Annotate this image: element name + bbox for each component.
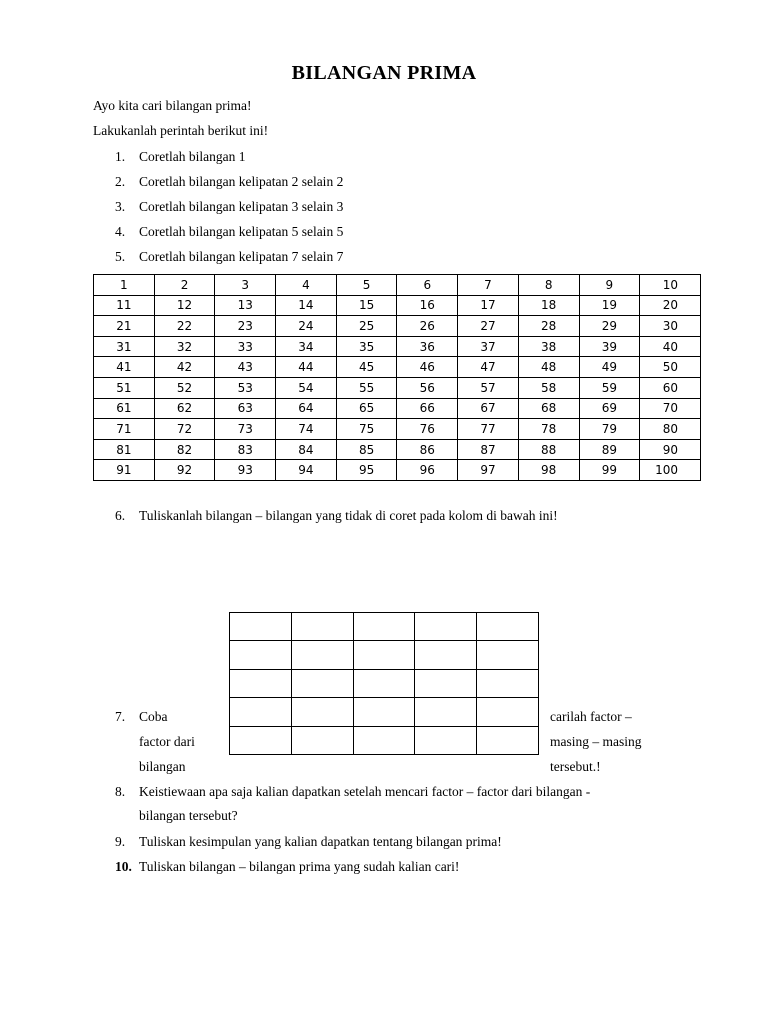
step-10-text: Tuliskan bilangan – bilangan prima yang sudah kalian cari! <box>139 859 460 874</box>
grid-cell: 27 <box>458 316 519 337</box>
grid-cell: 23 <box>215 316 276 337</box>
grid-cell: 60 <box>640 377 701 398</box>
grid-cell: 77 <box>458 419 519 440</box>
grid-cell: 69 <box>579 398 640 419</box>
grid-row <box>94 295 701 316</box>
grid-cell: 48 <box>518 357 579 378</box>
grid-cell: 1 <box>94 275 155 296</box>
grid-row <box>94 357 701 378</box>
grid-cell: 83 <box>215 439 276 460</box>
grid-cell: 31 <box>94 336 155 357</box>
grid-cell: 86 <box>397 439 458 460</box>
grid-cell: 47 <box>458 357 519 378</box>
grid-cell: 64 <box>276 398 337 419</box>
grid-cell: 12 <box>154 295 215 316</box>
step-5-number: 5. <box>115 249 126 264</box>
grid-cell: 53 <box>215 377 276 398</box>
answer-cell[interactable] <box>291 613 353 641</box>
grid-cell: 35 <box>336 336 397 357</box>
answer-row <box>230 698 539 726</box>
grid-cell: 81 <box>94 439 155 460</box>
grid-row <box>94 439 701 460</box>
step-2-text: Coretlah bilangan kelipatan 2 selain 2 <box>139 174 344 189</box>
answer-cell[interactable] <box>415 698 477 726</box>
grid-cell: 88 <box>518 439 579 460</box>
answer-grid-table <box>229 612 539 755</box>
answer-cell[interactable] <box>353 641 415 669</box>
grid-cell: 51 <box>94 377 155 398</box>
grid-cell: 49 <box>579 357 640 378</box>
grid-cell: 29 <box>579 316 640 337</box>
grid-cell: 16 <box>397 295 458 316</box>
grid-cell: 75 <box>336 419 397 440</box>
answer-cell[interactable] <box>477 698 539 726</box>
step-7-number: 7. <box>115 709 126 724</box>
step-4-number: 4. <box>115 224 126 239</box>
grid-cell: 15 <box>336 295 397 316</box>
grid-cell: 91 <box>94 460 155 481</box>
grid-row <box>94 460 701 481</box>
step-7-left-1: Coba <box>139 709 168 724</box>
step-4-text: Coretlah bilangan kelipatan 5 selain 5 <box>139 224 344 239</box>
grid-cell: 100 <box>640 460 701 481</box>
grid-cell: 11 <box>94 295 155 316</box>
grid-cell: 93 <box>215 460 276 481</box>
grid-cell: 61 <box>94 398 155 419</box>
grid-cell: 65 <box>336 398 397 419</box>
grid-cell: 85 <box>336 439 397 460</box>
step-1-number: 1. <box>115 149 126 164</box>
grid-cell: 39 <box>579 336 640 357</box>
grid-cell: 99 <box>579 460 640 481</box>
grid-cell: 3 <box>215 275 276 296</box>
answer-cell[interactable] <box>230 613 292 641</box>
grid-cell: 9 <box>579 275 640 296</box>
grid-cell: 45 <box>336 357 397 378</box>
grid-cell: 40 <box>640 336 701 357</box>
grid-cell: 50 <box>640 357 701 378</box>
grid-cell: 41 <box>94 357 155 378</box>
grid-cell: 20 <box>640 295 701 316</box>
grid-cell: 8 <box>518 275 579 296</box>
answer-cell[interactable] <box>415 641 477 669</box>
grid-cell: 70 <box>640 398 701 419</box>
grid-cell: 95 <box>336 460 397 481</box>
step-7-right-1: carilah factor – <box>550 709 632 724</box>
step-7-left-3: bilangan <box>139 759 186 774</box>
grid-cell: 57 <box>458 377 519 398</box>
step-8-text-2: bilangan tersebut? <box>139 808 238 823</box>
grid-cell: 34 <box>276 336 337 357</box>
step-6-text: Tuliskanlah bilangan – bilangan yang tidak di coret pada kolom di bawah ini! <box>139 508 558 523</box>
answer-row <box>230 613 539 641</box>
answer-cell[interactable] <box>230 726 292 754</box>
grid-cell: 52 <box>154 377 215 398</box>
grid-cell: 2 <box>154 275 215 296</box>
grid-cell: 80 <box>640 419 701 440</box>
grid-cell: 59 <box>579 377 640 398</box>
grid-cell: 67 <box>458 398 519 419</box>
answer-row <box>230 669 539 697</box>
grid-row <box>94 275 701 296</box>
answer-cell[interactable] <box>230 669 292 697</box>
grid-cell: 33 <box>215 336 276 357</box>
answer-cell[interactable] <box>353 669 415 697</box>
grid-row <box>94 316 701 337</box>
grid-cell: 98 <box>518 460 579 481</box>
grid-cell: 36 <box>397 336 458 357</box>
answer-cell[interactable] <box>415 726 477 754</box>
grid-cell: 82 <box>154 439 215 460</box>
grid-cell: 76 <box>397 419 458 440</box>
grid-cell: 28 <box>518 316 579 337</box>
grid-cell: 46 <box>397 357 458 378</box>
answer-cell[interactable] <box>477 669 539 697</box>
grid-cell: 22 <box>154 316 215 337</box>
grid-cell: 63 <box>215 398 276 419</box>
grid-cell: 13 <box>215 295 276 316</box>
answer-row <box>230 726 539 754</box>
grid-cell: 37 <box>458 336 519 357</box>
step-5-text: Coretlah bilangan kelipatan 7 selain 7 <box>139 249 344 264</box>
step-10-number: 10. <box>115 859 132 874</box>
grid-cell: 17 <box>458 295 519 316</box>
step-2-number: 2. <box>115 174 126 189</box>
step-7-right-2: masing – masing <box>550 734 642 749</box>
grid-cell: 32 <box>154 336 215 357</box>
answer-cell[interactable] <box>230 641 292 669</box>
grid-cell: 4 <box>276 275 337 296</box>
grid-cell: 24 <box>276 316 337 337</box>
grid-cell: 66 <box>397 398 458 419</box>
grid-cell: 6 <box>397 275 458 296</box>
step-7-left-2: factor dari <box>139 734 195 749</box>
grid-cell: 26 <box>397 316 458 337</box>
grid-cell: 30 <box>640 316 701 337</box>
grid-cell: 5 <box>336 275 397 296</box>
grid-cell: 19 <box>579 295 640 316</box>
answer-cell[interactable] <box>291 641 353 669</box>
grid-cell: 68 <box>518 398 579 419</box>
step-9-number: 9. <box>115 834 126 849</box>
grid-cell: 38 <box>518 336 579 357</box>
grid-cell: 14 <box>276 295 337 316</box>
step-3-text: Coretlah bilangan kelipatan 3 selain 3 <box>139 199 344 214</box>
answer-cell[interactable] <box>477 613 539 641</box>
grid-cell: 54 <box>276 377 337 398</box>
grid-cell: 97 <box>458 460 519 481</box>
answer-cell[interactable] <box>353 726 415 754</box>
step-3-number: 3. <box>115 199 126 214</box>
grid-cell: 71 <box>94 419 155 440</box>
step-8-number: 8. <box>115 784 126 799</box>
grid-cell: 78 <box>518 419 579 440</box>
grid-row <box>94 336 701 357</box>
intro-line-2: Lakukanlah perintah berikut ini! <box>93 123 269 138</box>
grid-row <box>94 398 701 419</box>
answer-row <box>230 641 539 669</box>
grid-cell: 94 <box>276 460 337 481</box>
grid-row <box>94 419 701 440</box>
answer-cell[interactable] <box>230 698 292 726</box>
grid-cell: 90 <box>640 439 701 460</box>
answer-cell[interactable] <box>477 641 539 669</box>
grid-cell: 73 <box>215 419 276 440</box>
grid-cell: 7 <box>458 275 519 296</box>
number-grid-table <box>93 274 701 481</box>
grid-cell: 87 <box>458 439 519 460</box>
answer-cell[interactable] <box>477 726 539 754</box>
grid-cell: 62 <box>154 398 215 419</box>
grid-cell: 10 <box>640 275 701 296</box>
answer-cell[interactable] <box>415 669 477 697</box>
grid-cell: 25 <box>336 316 397 337</box>
grid-cell: 56 <box>397 377 458 398</box>
answer-cell[interactable] <box>353 613 415 641</box>
grid-cell: 89 <box>579 439 640 460</box>
grid-cell: 44 <box>276 357 337 378</box>
step-9-text: Tuliskan kesimpulan yang kalian dapatkan tentang bilangan prima! <box>139 834 502 849</box>
grid-cell: 21 <box>94 316 155 337</box>
answer-cell[interactable] <box>291 669 353 697</box>
intro-line-1: Ayo kita cari bilangan prima! <box>93 98 252 113</box>
grid-cell: 72 <box>154 419 215 440</box>
answer-cell[interactable] <box>415 613 477 641</box>
step-6-number: 6. <box>115 508 126 523</box>
grid-cell: 84 <box>276 439 337 460</box>
grid-cell: 55 <box>336 377 397 398</box>
grid-cell: 74 <box>276 419 337 440</box>
grid-cell: 96 <box>397 460 458 481</box>
page-title: BILANGAN PRIMA <box>291 62 477 84</box>
grid-row <box>94 377 701 398</box>
grid-cell: 58 <box>518 377 579 398</box>
grid-cell: 18 <box>518 295 579 316</box>
grid-cell: 43 <box>215 357 276 378</box>
step-1-text: Coretlah bilangan 1 <box>139 149 246 164</box>
grid-cell: 42 <box>154 357 215 378</box>
grid-cell: 92 <box>154 460 215 481</box>
step-7-right-3: tersebut.! <box>550 759 601 774</box>
answer-cell[interactable] <box>291 726 353 754</box>
step-8-text-1: Keistiewaan apa saja kalian dapatkan setelah mencari factor – factor dari bilangan - <box>139 784 591 799</box>
answer-cell[interactable] <box>353 698 415 726</box>
answer-cell[interactable] <box>291 698 353 726</box>
grid-cell: 79 <box>579 419 640 440</box>
